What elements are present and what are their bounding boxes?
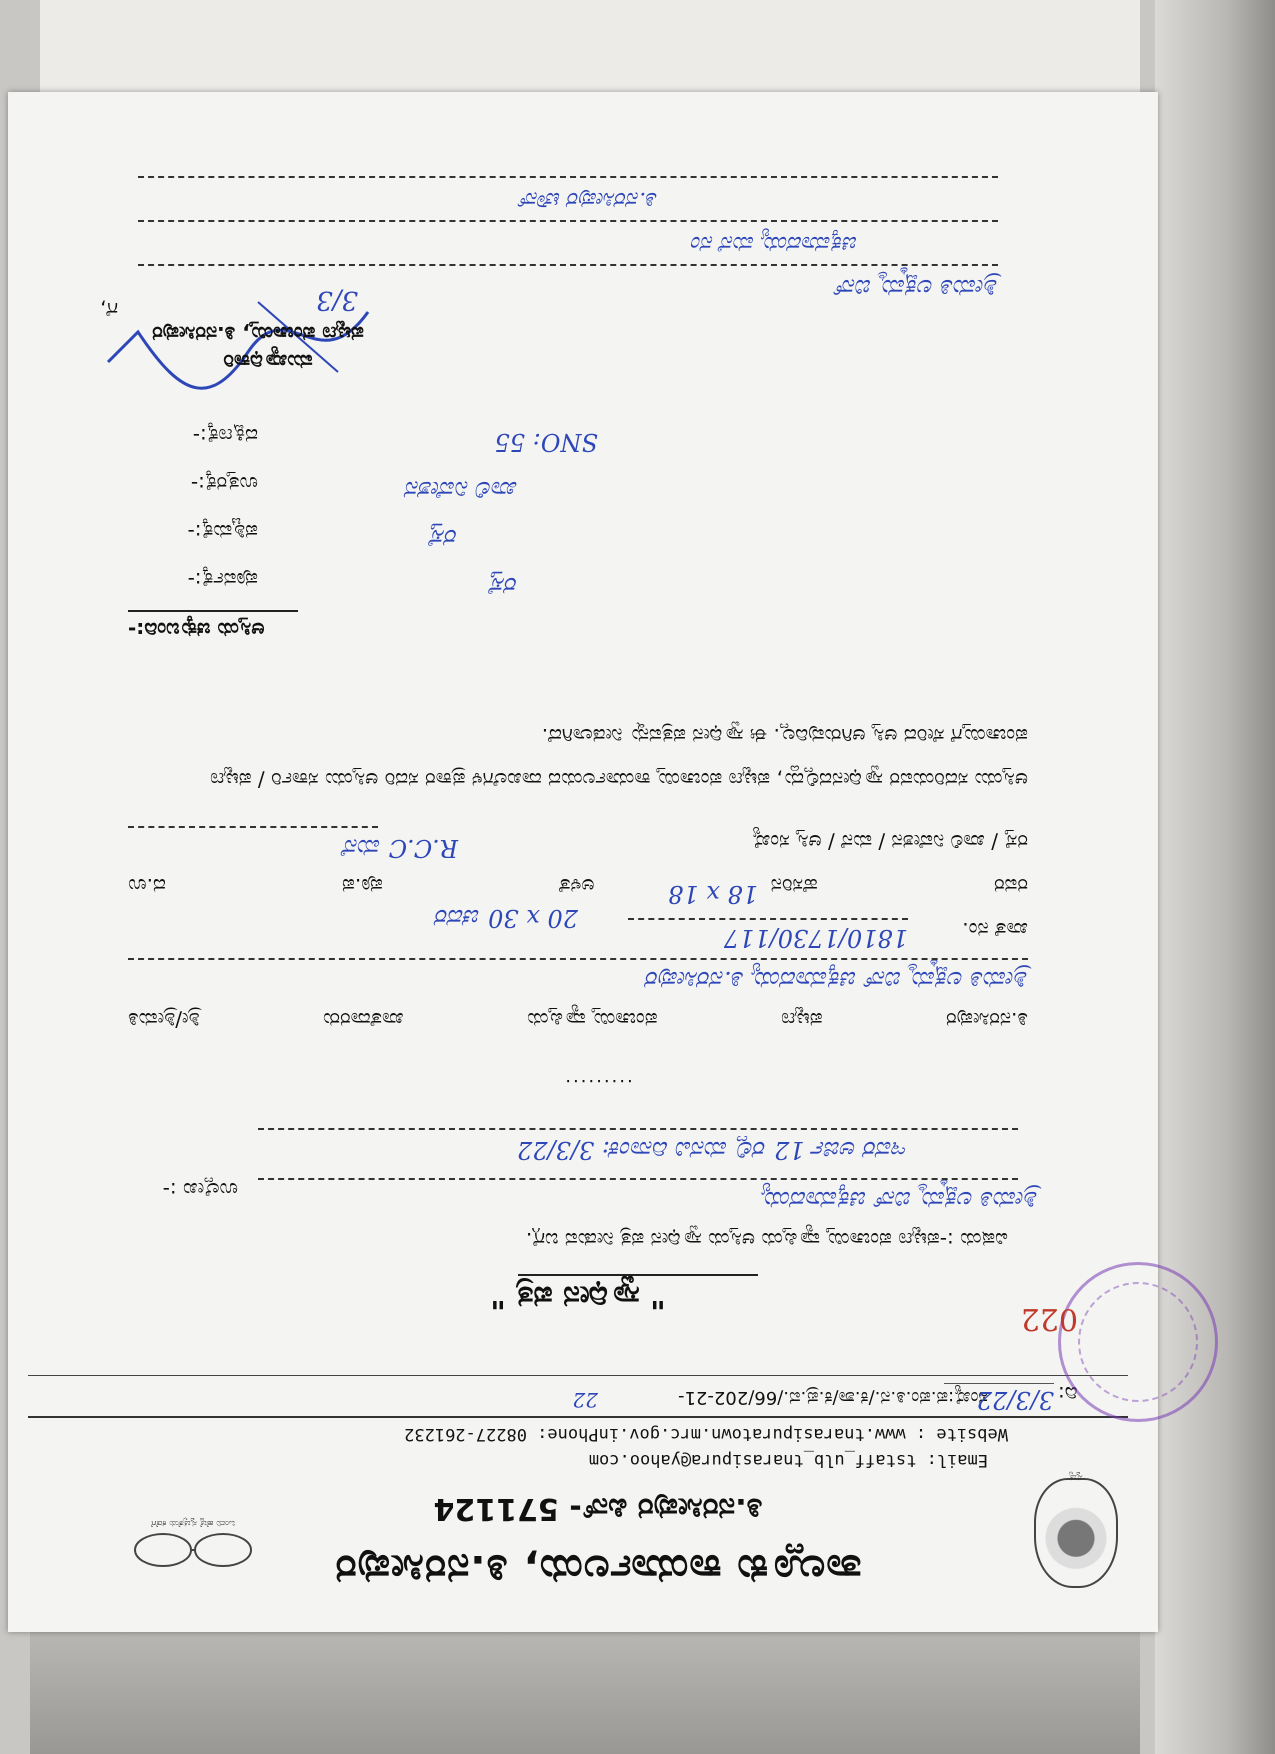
header-divider	[28, 1416, 1128, 1418]
signatory-office: ಪಟ್ಟಣ ಪಂಚಾಯ್ತಿ, ತಿ.ನರಸೀಪುರ	[152, 322, 364, 346]
swachh-bharat-logo-icon	[118, 1528, 268, 1572]
title-underline	[518, 1274, 758, 1276]
body-row-1	[128, 1008, 1028, 1032]
owner-fill-line	[128, 958, 1028, 960]
body-word: ಹೆಸರಿನ	[770, 874, 818, 898]
property-type-handwritten: R.C.C ಮನೆ	[344, 834, 458, 862]
background-paper-bottom	[30, 1620, 1140, 1754]
document-title: " ಸ್ವಾಧೀನ ಪತ್ರ "	[490, 1279, 666, 1314]
addressee-handwritten-1: ಶ್ರೀಮತಿ ಲಕ್ಷ್ಮಮ್ಮ ಬಿನ್	[834, 274, 998, 302]
boundary-east-value: ರಸ್ತೆ	[489, 572, 518, 600]
possession-certificate-page	[8, 92, 1158, 1632]
reference-number: ಸಂಖ್ಯೆ:ಪ.ಪಂ.ತಿ.ನ./ಕ.ಶಾ/ಕ.ಪ್ರ.ವ./66/202-21-	[678, 1387, 988, 1408]
property-type-line: ರಸ್ತೆ / ಖಾಲಿ ನಿವೇಶನ / ಮನೆ / ಆಸ್ತಿ ಸಂಖ್ಯೆ	[752, 830, 1028, 854]
khata-number-handwritten: 1810/1730/117	[723, 924, 908, 952]
emblem-caption: ಸ್ವಚ್ಛ	[1069, 1472, 1083, 1482]
signatory-title: ಮುಖ್ಯಾಧಿಕಾರಿ	[223, 350, 313, 374]
logo-caption: ಒಂದು ಹೆಜ್ಜೆ ಸ್ವಚ್ಛತೆಯ ಕಡೆಗೆ	[151, 1518, 235, 1528]
date-divider	[28, 1375, 1128, 1376]
body-word: ಶ್ರೀ/ಶ್ರೀಮತಿ	[128, 1008, 200, 1032]
subject-line: ವಿಷಯ :-ಪಟ್ಟಣ ಪಂಚಾಯ್ತಿ ವ್ಯಾಪ್ತಿಯ ಆಸ್ತಿಯ ಸ್ವಾಧೀನ ಪತ್ರ ನೀಡುವ ಬಗ್ಗೆ.	[525, 1228, 1008, 1252]
serial-number: 022	[1020, 1301, 1078, 1336]
body-word: ದ.ಉ	[128, 874, 166, 898]
addressee-fill-line-2	[138, 220, 998, 222]
boundary-west-label: ಪಶ್ಚಿಮಕ್ಕೆ:-	[187, 520, 258, 544]
date-underline	[944, 1383, 1054, 1384]
size-handwritten: 18 x 18	[668, 880, 758, 908]
property-fill-line	[128, 826, 378, 828]
email-line: Email: tstaff_ulb_tnarasipura@yahoo.com	[588, 1450, 988, 1470]
body-word: ಅಳತೆ	[559, 874, 595, 898]
boundary-west-value: ರಸ್ತೆ	[429, 524, 458, 552]
body-word: ಪಂಚಾಯ್ತಿ ವ್ಯಾಪ್ತಿಯ	[527, 1008, 658, 1032]
boundary-north-value: ಖಾಲಿ ನಿವೇಶನ	[406, 476, 518, 504]
date-value: 3/3/22	[976, 1386, 1054, 1414]
addressee-handwritten-2: ಚಿಕ್ಕಮಾದಯ್ಯ ಮನೆ ನಂ	[691, 231, 858, 256]
date-label: ದಿ:	[1058, 1382, 1078, 1406]
boundaries-title-underline	[128, 610, 298, 612]
reference-number-handwritten: 22	[572, 1388, 598, 1412]
office-name: ತಾಲ್ಲೂಕು ಕಾರ್ಯಾಲಯ, ತಿ.ನರಸೀಪುರ	[334, 1546, 862, 1592]
boundary-south-label: ದಕ್ಷಿಣಕ್ಕೆ:-	[192, 424, 258, 448]
signature-date: 3/3	[316, 285, 358, 315]
reference-fill-line-1	[258, 1178, 1018, 1180]
owner-name-handwritten: ಶ್ರೀಮತಿ ಲಕ್ಷ್ಮಮ್ಮ ಬಿನ್ ಚಿಕ್ಕಮಾದಯ್ಯ ತಿ.ನರಸೀಪುರ	[646, 966, 1028, 994]
boundary-south-value: SNO: 55	[494, 428, 598, 456]
reference-handwritten-1: ಶ್ರೀಮತಿ ಲಕ್ಷ್ಮಮ್ಮ ಬಿನ್ ಚಿಕ್ಕಮಾದಯ್ಯ	[762, 1186, 1038, 1214]
rotated-sheet	[8, 92, 1158, 1632]
addressee-label: ಗೆ,	[100, 298, 118, 322]
khata-label: ಖಾತೆ ನಂ.	[962, 918, 1028, 942]
dimensions-handwritten: 20 x 30 ಚದರ	[435, 904, 578, 932]
body-word: ಖಾತೆದಾರರು	[323, 1008, 404, 1032]
reference-label: ಉಲ್ಲೇಖ :-	[162, 1178, 238, 1202]
addressee-fill-line-3	[138, 176, 998, 178]
town-pin: ತಿ.ನರಸೀಪುರ ಪಿನ್- 571124	[433, 1491, 763, 1526]
body-word: ಪೂ.ಪ	[342, 874, 383, 898]
body-word: ತಿ.ನರಸೀಪುರ	[946, 1008, 1028, 1032]
dots-separator: .........	[563, 1075, 633, 1096]
boundary-north-label: ಉತ್ತರಕ್ಕೆ:-	[190, 472, 258, 496]
boundaries-title: ಆಸ್ತಿಯ ಚಕ್ಕುಬಂದಿ:-	[128, 618, 265, 642]
reference-handwritten-2: ಇವರ ಅರ್ಜಿ 12 ರಲ್ಲಿ ಮನವಿ ದಿನಾಂಕ: 3/3/22	[517, 1136, 908, 1164]
khata-fill-line	[628, 918, 908, 920]
background-paper-top	[40, 0, 1140, 96]
boundary-east-label: ಪೂರ್ವಕ್ಕೆ:-	[187, 568, 258, 592]
body-word: ರವರ	[994, 874, 1028, 898]
addressee-handwritten-3: ತಿ.ನರಸೀಪುರ ಟೌನ್	[518, 187, 658, 212]
municipal-emblem-icon	[1034, 1478, 1118, 1588]
addressee-fill-line-1	[138, 264, 998, 266]
body-word: ಪಟ್ಟಣ	[781, 1008, 823, 1032]
website-phone-line: Website : www.tnarasipuratown.mrc.gov.inPhone: 08227-261232	[404, 1424, 1008, 1444]
scan-shadow-edge	[1155, 0, 1275, 1754]
certificate-paragraph: ಆಸ್ತಿಯು ಸದರಿಯವರ ಸ್ವಾಧೀನದಲ್ಲಿದ್ದು, ಪಟ್ಟಣ ಪಂಚಾಯ್ತಿ ಕಾರ್ಯಾಲಯದ ದಾಖಲೆಗಳ ಪ್ರಕಾರ ಸದರಿ ಆಸ್ತಿಯು ಸರ್ಕಾರಿ / ಪಟ್ಟಣ ಪಂಚಾಯ್ತಿಗೆ ಸೇರಿದ ಆಸ್ತಿ ಆಗಿರುವುದಿಲ್ಲ. ಈ ಸ್ವಾಧೀನ ಪತ್ರವನ್ನು ನೀಡಲಾಗಿದೆ.	[210, 724, 1028, 792]
office-seal-inner-ring	[1078, 1282, 1198, 1402]
reference-fill-line-2	[258, 1128, 1018, 1130]
